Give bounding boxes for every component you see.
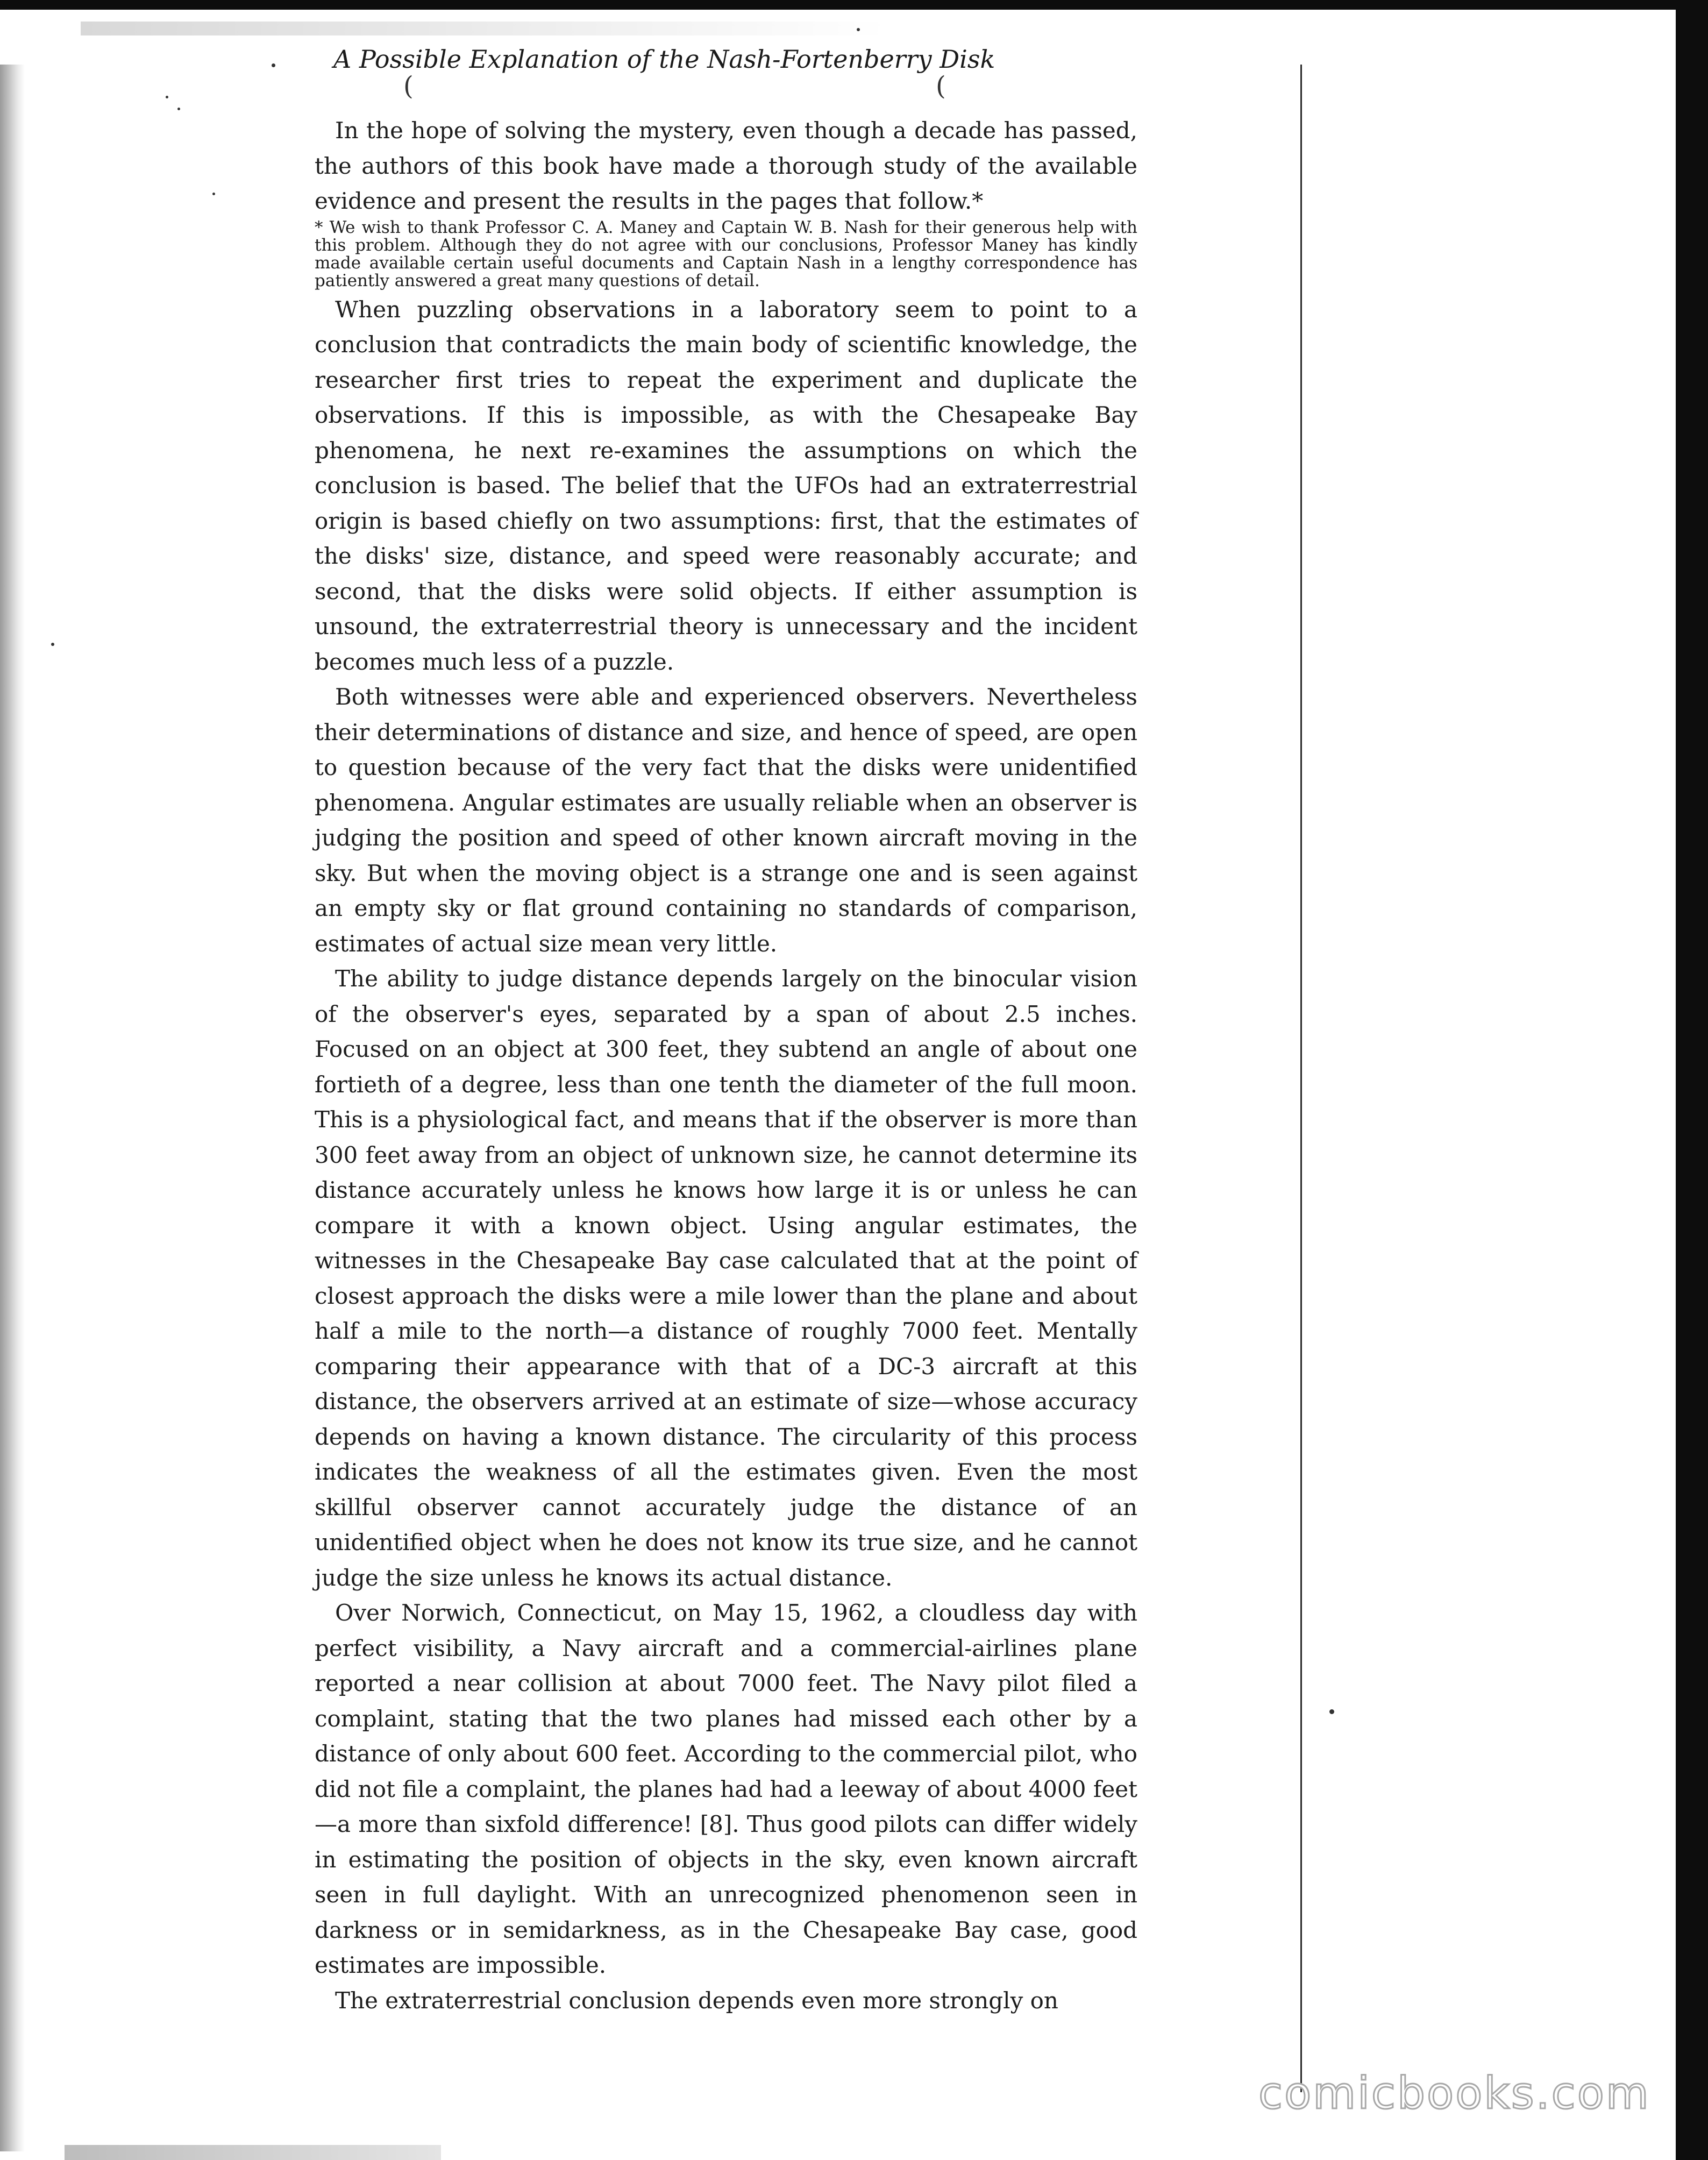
- scan-streak: [81, 22, 887, 35]
- paragraph-4: The ability to judge distance depends largely on the binocular vision of the observer's eyes, separated by a span of about 2.5 inches. Focused on an object at 300 feet, they subtend an angle of about one fortieth of a degree, less than one tenth the diameter of the full moon. This is a physiological fact, and means that if the observer is more than 300 feet away from an object of unknown size, he cannot determine its distance accurately unless he knows how large it is or unless he can compare it with a known object. Using angular estimates, the witnesses in the Chesapeake Bay case calculated that at the point of closest approach the disks were a mile lower than the plane and about half a mile to the north—a distance of roughly 7000 feet. Mentally comparing their appearance with that of a DC-3 aircraft at this distance, the observers arrived at an estimate of size—whose accuracy depends on having a known distance. The circularity of this process indicates the weakness of all the estimates given. Even the most skillful observer cannot accurately judge the distance of an unidentified object when he does not know its true size, and he cannot judge the size unless he knows its actual distance.: [315, 965, 1137, 1591]
- paragraph-5: Over Norwich, Connecticut, on May 15, 1962, a cloudless day with perfect visibility, a Navy aircraft and a commercial-airlines plane reported a near collision at about 7000 feet. The Navy pilot filed a complaint, stating that the two planes had missed each other by a distance of only about 600 feet. According to the commercial pilot, who did not file a complaint, the planes had had a leeway of about 4000 feet—a more than sixfold difference! [8]. Thus good pilots can differ widely in estimating the position of objects in the sky, even known aircraft seen in full daylight. With an unrecognized phenomenon seen in darkness or in semidarkness, as in the Chesapeake Bay case, good estimates are impossible.: [315, 1600, 1137, 1978]
- paragraph-6: The extraterrestrial conclusion depends even more strongly on: [335, 1987, 1058, 2014]
- paragraph-1: In the hope of solving the mystery, even though a decade has passed, the authors of this book have made a thorough study of the available evidence and present the results in the pages that follow.*: [315, 117, 1137, 214]
- scan-speck: [51, 643, 54, 646]
- scan-speck: [177, 108, 180, 110]
- paragraph-2: When puzzling observations in a laboratory seem to point to a conclusion that contradicts the main body of scientific knowledge, the researcher first tries to repeat the experiment and duplicate the observations. If this is impossible, as with the Chesapeake Bay phenomena, he next re-examines the assumptions on which the conclusion is based. The belief that the UFOs had an extraterrestrial origin is based chiefly on two assumptions: first, that the estimates of the disks' size, distance, and speed were reasonably accurate; and second, that the disks were solid objects. If either assumption is unsound, the extraterrestrial theory is unnecessary and the incident becomes much less of a puzzle.: [315, 296, 1137, 675]
- gutter-rule: [1300, 65, 1302, 2092]
- scan-edge-bottom: [65, 2145, 441, 2160]
- scan-edge-top: [0, 0, 1708, 10]
- title-parens: [315, 71, 1137, 113]
- watermark: comicbooks.com: [1258, 2068, 1650, 2119]
- right-paren: (: [936, 71, 946, 101]
- scan-speck: [166, 96, 168, 98]
- scan-speck: [212, 193, 215, 195]
- scan-speck: [857, 28, 860, 31]
- scan-edge-right: [1676, 0, 1708, 2160]
- running-title: A Possible Explanation of the Nash-Fortenberry Disk: [333, 45, 995, 74]
- footnote: * We wish to thank Professor C. A. Maney and Captain W. B. Nash for their generous help with this problem. Although they do not agree with our conclusions, Professor Maney has kindly made available certain useful documents and Captain Nash in a lengthy correspondence has patiently answered a great many questions of detail.: [315, 217, 1137, 290]
- left-paren: (: [403, 71, 414, 101]
- scan-speck: [1329, 1709, 1334, 1714]
- scan-speck: [272, 63, 275, 67]
- paragraph-3: Both witnesses were able and experienced observers. Nevertheless their determinations of distance and size, and hence of speed, are open to question because of the very fact that the disks were unidentified phenomena. Angular estimates are usually reliable when an observer is judging the position and speed of other known aircraft moving in the sky. But when the moving object is a strange one and is seen against an empty sky or flat ground containing no standards of comparison, estimates of actual size mean very little.: [315, 684, 1137, 957]
- scan-edge-left: [0, 65, 25, 2151]
- book-page: [315, 43, 1137, 2018]
